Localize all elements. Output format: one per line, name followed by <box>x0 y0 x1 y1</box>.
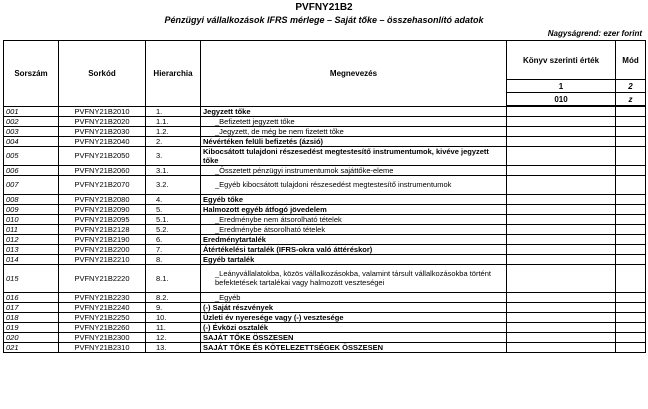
table-row <box>4 194 646 204</box>
row-value-input[interactable] <box>507 136 616 146</box>
row-hierarchia: 3.2. <box>146 175 201 194</box>
row-hierarchia: 4. <box>146 194 201 204</box>
row-sorkod: PVFNY21B2080 <box>59 194 146 204</box>
row-sorkod: PVFNY21B2230 <box>59 292 146 302</box>
row-megnevezes: Kibocsátott tulajdoni részesedést megtestesítő instrumentumok, kivéve jegyzett tőke <box>201 146 507 165</box>
row-hierarchia: 5.2. <box>146 224 201 234</box>
row-megnevezes: SAJÁT TŐKE ÉS KÖTELEZETTSÉGEK ÖSSZESEN <box>201 342 507 352</box>
table-row <box>4 312 646 322</box>
row-sorszam: 009 <box>4 204 59 214</box>
row-sorszam: 003 <box>4 126 59 136</box>
row-hierarchia: 9. <box>146 302 201 312</box>
row-hierarchia: 3.1. <box>146 165 201 175</box>
row-megnevezes: Névértéken felüli befizetés (ázsió) <box>201 136 507 146</box>
row-sorszam: 006 <box>4 165 59 175</box>
form-code-title: PVFNY21B2 <box>295 2 353 13</box>
row-mod-input[interactable] <box>616 136 646 146</box>
row-mod-input[interactable] <box>616 126 646 136</box>
row-sorszam: 007 <box>4 175 59 194</box>
row-sorszam: 013 <box>4 244 59 254</box>
table-row <box>4 136 646 146</box>
row-hierarchia: 13. <box>146 342 201 352</box>
row-hierarchia: 6. <box>146 234 201 244</box>
row-sorkod: PVFNY21B2210 <box>59 254 146 264</box>
row-sorszam: 019 <box>4 322 59 332</box>
row-sorszam: 002 <box>4 116 59 126</box>
row-value-input[interactable] <box>507 194 616 204</box>
row-value-input[interactable] <box>507 234 616 244</box>
row-mod-input[interactable] <box>616 264 646 292</box>
row-hierarchia: 8.2. <box>146 292 201 302</box>
row-sorkod: PVFNY21B2128 <box>59 224 146 234</box>
row-sorkod: PVFNY21B2090 <box>59 204 146 214</box>
row-value-input[interactable] <box>507 312 616 322</box>
row-sorkod: PVFNY21B2060 <box>59 165 146 175</box>
row-megnevezes: Egyéb tartalék <box>201 254 507 264</box>
table-row <box>4 214 646 224</box>
row-sorszam: 005 <box>4 146 59 165</box>
row-mod-input[interactable] <box>616 214 646 224</box>
row-megnevezes: _Összetett pénzügyi instrumentumok sajáttőke-eleme <box>201 165 507 175</box>
row-megnevezes: _Eredménybe nem átsorolható tételek <box>201 214 507 224</box>
row-mod-input[interactable] <box>616 204 646 214</box>
col-header-hierarchia: Hierarchia <box>146 41 201 107</box>
row-megnevezes: (-) Évközi osztalék <box>201 322 507 332</box>
row-hierarchia: 8.1. <box>146 264 201 292</box>
row-sorkod: PVFNY21B2200 <box>59 244 146 254</box>
row-value-input[interactable] <box>507 126 616 136</box>
row-sorkod: PVFNY21B2010 <box>59 106 146 116</box>
row-value-input[interactable] <box>507 106 616 116</box>
row-value-input[interactable] <box>507 244 616 254</box>
row-sorkod: PVFNY21B2095 <box>59 214 146 224</box>
table-row <box>4 292 646 302</box>
col-number-2: 2 <box>616 80 646 93</box>
row-megnevezes: Üzleti év nyeresége vagy (-) vesztesége <box>201 312 507 322</box>
row-megnevezes: Eredménytartalék <box>201 234 507 244</box>
row-hierarchia: 7. <box>146 244 201 254</box>
table-row <box>4 126 646 136</box>
col-header-sorkod: Sorkód <box>59 41 146 107</box>
col-code-1: 010 <box>507 93 616 107</box>
table-row <box>4 234 646 244</box>
row-sorkod: PVFNY21B2020 <box>59 116 146 126</box>
row-mod-input[interactable] <box>616 116 646 126</box>
row-mod-input[interactable] <box>616 234 646 244</box>
row-value-input[interactable] <box>507 302 616 312</box>
row-hierarchia: 1.1. <box>146 116 201 126</box>
row-value-input[interactable] <box>507 214 616 224</box>
row-mod-input[interactable] <box>616 292 646 302</box>
table-row <box>4 175 646 194</box>
row-hierarchia: 1. <box>146 106 201 116</box>
table-row <box>4 254 646 264</box>
row-megnevezes: _Egyéb kibocsátott tulajdoni részesedést megtestesítő instrumentumok <box>201 175 507 194</box>
table-row <box>4 342 646 352</box>
row-mod-input[interactable] <box>616 244 646 254</box>
col-number-1: 1 <box>507 80 616 93</box>
row-mod-input[interactable] <box>616 332 646 342</box>
row-hierarchia: 5.1. <box>146 214 201 224</box>
row-hierarchia: 1.2. <box>146 126 201 136</box>
row-hierarchia: 5. <box>146 204 201 214</box>
table-row <box>4 224 646 234</box>
row-hierarchia: 12. <box>146 332 201 342</box>
row-sorkod: PVFNY21B2030 <box>59 126 146 136</box>
row-sorkod: PVFNY21B2190 <box>59 234 146 244</box>
row-megnevezes: Egyéb tőke <box>201 194 507 204</box>
balance-table <box>3 40 646 353</box>
row-hierarchia: 8. <box>146 254 201 264</box>
row-value-input[interactable] <box>507 116 616 126</box>
row-sorkod: PVFNY21B2250 <box>59 312 146 322</box>
row-sorkod: PVFNY21B2310 <box>59 342 146 352</box>
row-megnevezes: Átértékelési tartalék (IFRS-okra való áttéréskor) <box>201 244 507 254</box>
table-row <box>4 264 646 292</box>
row-value-input[interactable] <box>507 224 616 234</box>
row-sorkod: PVFNY21B2220 <box>59 264 146 292</box>
table-row <box>4 204 646 214</box>
row-sorszam: 017 <box>4 302 59 312</box>
row-megnevezes: Jegyzett tőke <box>201 106 507 116</box>
row-mod-input[interactable] <box>616 224 646 234</box>
row-mod-input[interactable] <box>616 342 646 352</box>
row-sorszam: 012 <box>4 234 59 244</box>
row-value-input[interactable] <box>507 204 616 214</box>
row-sorszam: 021 <box>4 342 59 352</box>
row-sorszam: 014 <box>4 254 59 264</box>
row-sorszam: 004 <box>4 136 59 146</box>
form-subtitle: Pénzügyi vállalkozások IFRS mérlege – Saját tőke – összehasonlító adatok <box>164 15 484 25</box>
row-sorkod: PVFNY21B2240 <box>59 302 146 312</box>
row-value-input[interactable] <box>507 292 616 302</box>
row-value-input[interactable] <box>507 254 616 264</box>
row-mod-input[interactable] <box>616 312 646 322</box>
table-row <box>4 332 646 342</box>
row-sorszam: 016 <box>4 292 59 302</box>
col-header-megnevezes: Megnevezés <box>201 41 507 107</box>
row-megnevezes: (-) Saját részvények <box>201 302 507 312</box>
table-row <box>4 322 646 332</box>
col-header-konyv: Könyv szerinti érték <box>507 41 616 80</box>
row-mod-input[interactable] <box>616 194 646 204</box>
row-megnevezes: SAJÁT TŐKE ÖSSZESEN <box>201 332 507 342</box>
table-row <box>4 146 646 165</box>
row-value-input[interactable] <box>507 322 616 332</box>
row-value-input[interactable] <box>507 332 616 342</box>
row-sorkod: PVFNY21B2260 <box>59 322 146 332</box>
row-mod-input[interactable] <box>616 146 646 165</box>
row-mod-input[interactable] <box>616 322 646 332</box>
row-megnevezes: _Leányvállalatokba, közös vállalkozásokba, valamint társult vállalkozásokba történt befektetések tartalékai vagy halmozott veszteségei <box>201 264 507 292</box>
row-mod-input[interactable] <box>616 106 646 116</box>
row-megnevezes: _Jegyzett, de még be nem fizetett tőke <box>201 126 507 136</box>
row-sorszam: 010 <box>4 214 59 224</box>
row-sorszam: 018 <box>4 312 59 322</box>
col-header-mod: Mód <box>616 41 646 80</box>
table-row <box>4 116 646 126</box>
row-sorszam: 020 <box>4 332 59 342</box>
row-hierarchia: 10. <box>146 312 201 322</box>
row-hierarchia: 11. <box>146 322 201 332</box>
row-sorszam: 001 <box>4 106 59 116</box>
row-sorszam: 015 <box>4 264 59 292</box>
row-value-input[interactable] <box>507 342 616 352</box>
row-megnevezes: _Egyéb <box>201 292 507 302</box>
row-sorkod: PVFNY21B2050 <box>59 146 146 165</box>
row-sorkod: PVFNY21B2040 <box>59 136 146 146</box>
row-mod-input[interactable] <box>616 302 646 312</box>
row-value-input[interactable] <box>507 264 616 292</box>
row-mod-input[interactable] <box>616 175 646 194</box>
unit-label: Nagyságrend: ezer forint <box>547 29 642 38</box>
row-sorszam: 011 <box>4 224 59 234</box>
row-hierarchia: 2. <box>146 136 201 146</box>
row-sorszam: 008 <box>4 194 59 204</box>
row-sorkod: PVFNY21B2070 <box>59 175 146 194</box>
row-value-input[interactable] <box>507 165 616 175</box>
table-row <box>4 106 646 116</box>
row-sorkod: PVFNY21B2300 <box>59 332 146 342</box>
table-row <box>4 165 646 175</box>
table-row <box>4 302 646 312</box>
row-hierarchia: 3. <box>146 146 201 165</box>
table-row <box>4 244 646 254</box>
col-header-sorszam: Sorszám <box>4 41 59 107</box>
row-megnevezes: Halmozott egyéb átfogó jövedelem <box>201 204 507 214</box>
row-megnevezes: _Eredménybe átsorolható tételek <box>201 224 507 234</box>
row-megnevezes: _Befizetett jegyzett tőke <box>201 116 507 126</box>
row-mod-input[interactable] <box>616 165 646 175</box>
row-mod-input[interactable] <box>616 254 646 264</box>
row-value-input[interactable] <box>507 146 616 165</box>
col-code-2: z <box>616 93 646 107</box>
row-value-input[interactable] <box>507 175 616 194</box>
